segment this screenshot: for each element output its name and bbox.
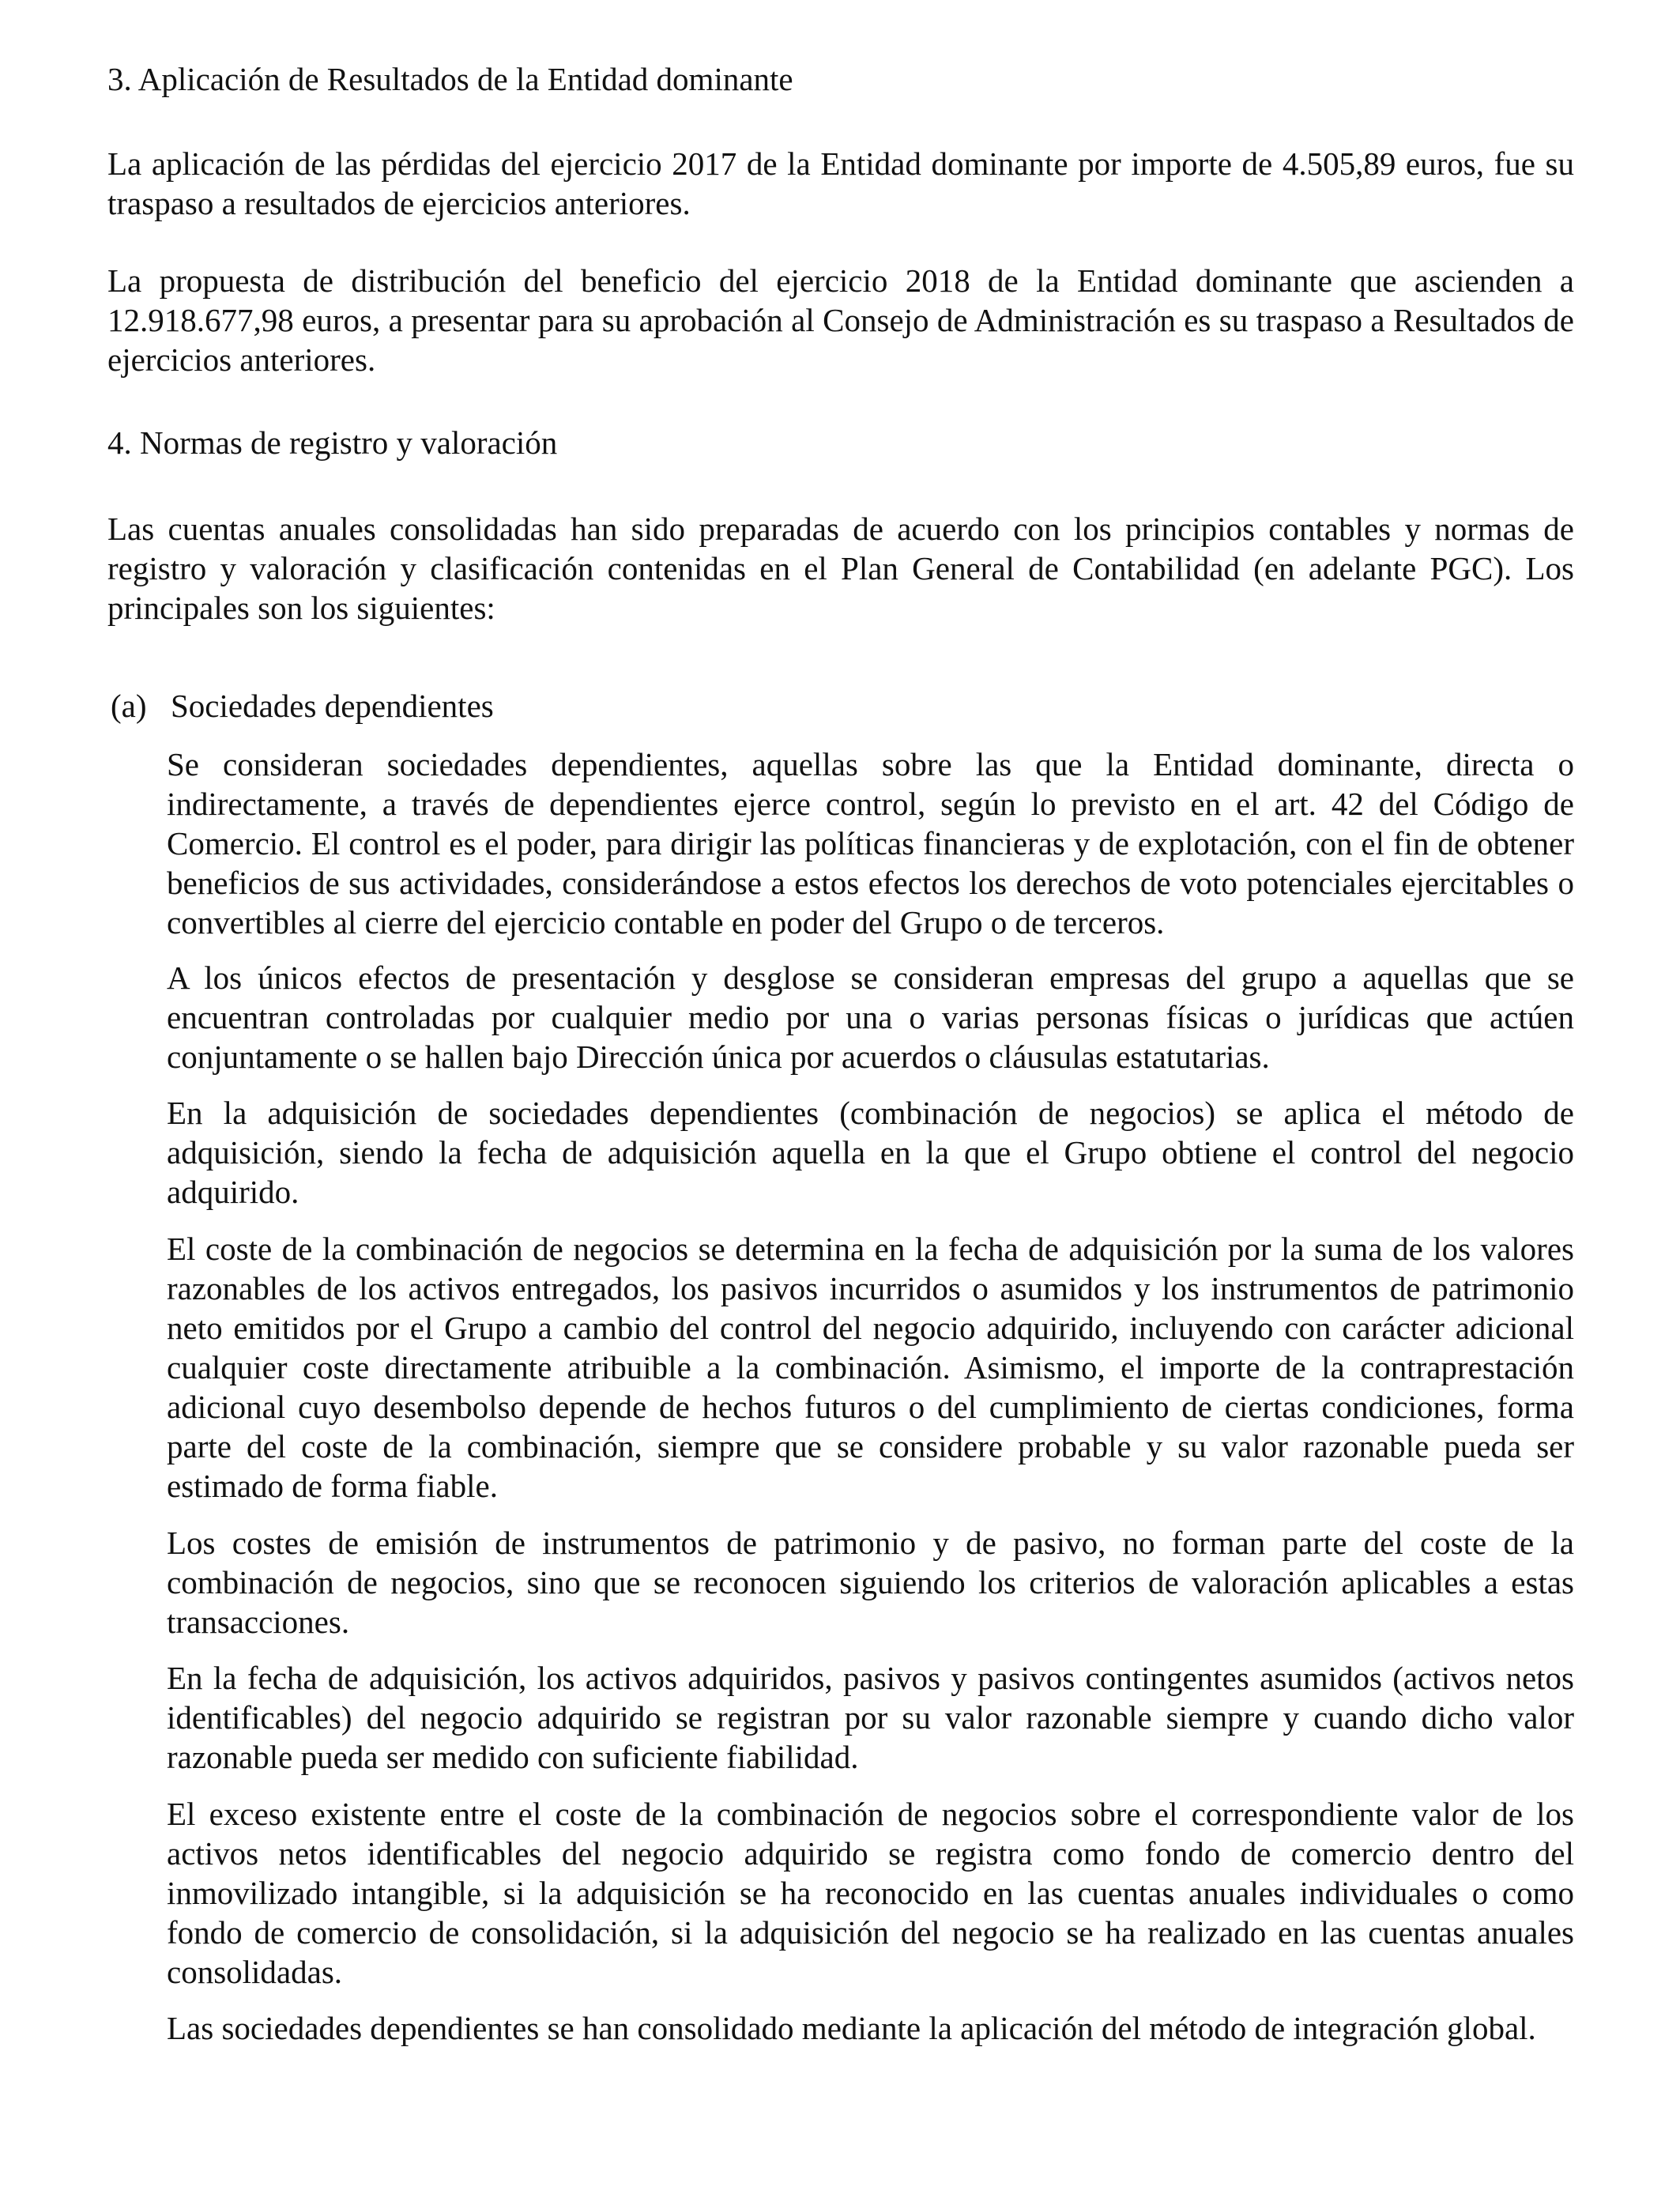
subsection-a-paragraph-2: A los únicos efectos de presentación y desglose se consideran empresas del grupo a aquellas que se encuentran controladas por cualquier medio por una o varias personas físicas o jurídicas que actúen conjuntamente o se hallen bajo Dirección única por acuerdos o cláusulas estatutarias. (167, 959, 1574, 1075)
subsection-a-letter: (a) (111, 688, 147, 724)
subsection-a-paragraph-8: Las sociedades dependientes se han consolidado mediante la aplicación del método de integración global. (167, 2010, 1536, 2046)
section-4-heading: 4. Normas de registro y valoración (107, 424, 558, 461)
subsection-a-title: Sociedades dependientes (171, 688, 494, 724)
section-3-paragraph-1: La aplicación de las pérdidas del ejercicio 2017 de la Entidad dominante por importe de 4.505,89 euros, fue su traspaso a resultados de ejercicios anteriores. (107, 145, 1574, 221)
section-4-intro: Las cuentas anuales consolidadas han sido preparadas de acuerdo con los principios contables y normas de registro y valoración y clasificación contenidas en el Plan General de Contabilidad (en adelante PGC). Los principales son los siguientes: (107, 511, 1574, 626)
subsection-a-paragraph-6: En la fecha de adquisición, los activos adquiridos, pasivos y pasivos contingentes asumidos (activos netos identificables) del negocio adquirido se registran por su valor razonable siempre y cuando dicho valor razonable pueda ser medido con suficiente fiabilidad. (167, 1660, 1574, 1775)
subsection-a-heading (111, 686, 494, 726)
subsection-a-paragraph-4: El coste de la combinación de negocios se determina en la fecha de adquisición por la suma de los valores razonables de los activos entregados, los pasivos incurridos o asumidos y los instrumentos de patrimonio neto emitidos por el Grupo a cambio del control del negocio adquirido, incluyendo con carácter adicional cualquier coste directamente atribuible a la combinación. Asimismo, el importe de la contraprestación adicional cuyo desembolso depende de hechos futuros o del cumplimiento de ciertas condiciones, forma parte del coste de la combinación, siempre que se considere probable y su valor razonable pueda ser estimado de forma fiable. (167, 1231, 1574, 1504)
subsection-a-paragraph-7: El exceso existente entre el coste de la combinación de negocios sobre el correspondiente valor de los activos netos identificables del negocio adquirido se registra como fondo de comercio dentro del inmovilizado intangible, si la adquisición se ha reconocido en las cuentas anuales individuales o como fondo de comercio de consolidación, si la adquisición del negocio se ha realizado en las cuentas anuales consolidadas. (167, 1796, 1574, 1990)
subsection-a-paragraph-3: En la adquisición de sociedades dependientes (combinación de negocios) se aplica el método de adquisición, siendo la fecha de adquisición aquella en la que el Grupo obtiene el control del negocio adquirido. (167, 1095, 1574, 1210)
section-3-paragraph-2: La propuesta de distribución del beneficio del ejercicio 2018 de la Entidad dominante que ascienden a 12.918.677,98 euros, a presentar para su aprobación al Consejo de Administración es su traspaso a Resultados de ejercicios anteriores. (107, 262, 1574, 378)
subsection-a-paragraph-1: Se consideran sociedades dependientes, aquellas sobre las que la Entidad dominante, directa o indirectamente, a través de dependientes ejerce control, según lo previsto en el art. 42 del Código de Comercio. El control es el poder, para dirigir las políticas financieras y de explotación, con el fin de obtener beneficios de sus actividades, considerándose a estos efectos los derechos de voto potenciales ejercitables o convertibles al cierre del ejercicio contable en poder del Grupo o de terceros. (167, 746, 1574, 941)
subsection-a-paragraph-5: Los costes de emisión de instrumentos de patrimonio y de pasivo, no forman parte del coste de la combinación de negocios, sino que se reconocen siguiendo los criterios de valoración aplicables a estas transacciones. (167, 1525, 1574, 1640)
section-3-heading: 3. Aplicación de Resultados de la Entidad dominante (107, 61, 793, 97)
